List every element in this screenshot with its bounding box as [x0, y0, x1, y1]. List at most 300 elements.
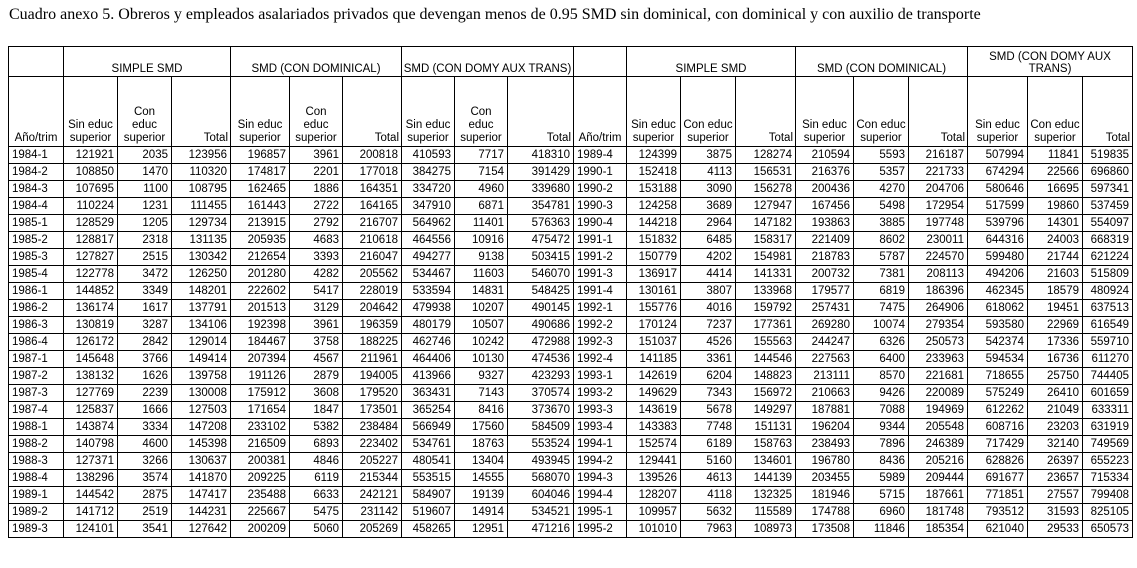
- value-cell: 608716: [968, 419, 1028, 436]
- value-cell: 3885: [854, 215, 909, 232]
- table-row: [9, 215, 1133, 232]
- value-cell: 644316: [968, 232, 1028, 249]
- data-table: [8, 46, 1133, 538]
- value-cell: 137791: [172, 300, 231, 317]
- value-cell: 594534: [968, 351, 1028, 368]
- value-cell: 155776: [627, 300, 681, 317]
- value-cell: 141870: [172, 470, 231, 487]
- sub-header: Con educ superior: [455, 77, 508, 147]
- period-cell: 1994-2: [574, 453, 627, 470]
- value-cell: 155563: [736, 334, 796, 351]
- period-cell: 1987-2: [9, 368, 64, 385]
- value-cell: 205935: [231, 232, 290, 249]
- value-cell: 225667: [231, 504, 290, 521]
- sub-header: Con educ superior: [854, 77, 909, 147]
- value-cell: 576363: [508, 215, 574, 232]
- column-header-row: [9, 77, 1133, 147]
- value-cell: 130819: [64, 317, 118, 334]
- value-cell: 19451: [1028, 300, 1083, 317]
- value-cell: 8570: [854, 368, 909, 385]
- table-row: [9, 232, 1133, 249]
- value-cell: 14831: [455, 283, 508, 300]
- value-cell: 4567: [290, 351, 343, 368]
- value-cell: 5632: [681, 504, 736, 521]
- value-cell: 23203: [1028, 419, 1083, 436]
- value-cell: 101010: [627, 521, 681, 538]
- value-cell: 200732: [796, 266, 854, 283]
- sub-header: Con educ superior: [290, 77, 343, 147]
- value-cell: 418310: [508, 147, 574, 164]
- value-cell: 172954: [909, 198, 968, 215]
- value-cell: 173501: [343, 402, 402, 419]
- value-cell: 363431: [402, 385, 455, 402]
- total-header: Total: [508, 77, 574, 147]
- value-cell: 515809: [1083, 266, 1133, 283]
- value-cell: 126172: [64, 334, 118, 351]
- value-cell: 257431: [796, 300, 854, 317]
- value-cell: 177018: [343, 164, 402, 181]
- value-cell: 27557: [1028, 487, 1083, 504]
- value-cell: 134106: [172, 317, 231, 334]
- value-cell: 209444: [909, 470, 968, 487]
- value-cell: 4270: [854, 181, 909, 198]
- value-cell: 9138: [455, 249, 508, 266]
- value-cell: 6960: [854, 504, 909, 521]
- value-cell: 123956: [172, 147, 231, 164]
- value-cell: 9327: [455, 368, 508, 385]
- value-cell: 14914: [455, 504, 508, 521]
- value-cell: 181946: [796, 487, 854, 504]
- value-cell: 170124: [627, 317, 681, 334]
- value-cell: 2035: [118, 147, 172, 164]
- value-cell: 174788: [796, 504, 854, 521]
- value-cell: 179577: [796, 283, 854, 300]
- period-cell: 1985-4: [9, 266, 64, 283]
- value-cell: 6189: [681, 436, 736, 453]
- value-cell: 136174: [64, 300, 118, 317]
- value-cell: 130008: [172, 385, 231, 402]
- value-cell: 668319: [1083, 232, 1133, 249]
- value-cell: 233963: [909, 351, 968, 368]
- period-cell: 1994-1: [574, 436, 627, 453]
- value-cell: 462345: [968, 283, 1028, 300]
- value-cell: 413966: [402, 368, 455, 385]
- value-cell: 9344: [854, 419, 909, 436]
- value-cell: 533594: [402, 283, 455, 300]
- value-cell: 21049: [1028, 402, 1083, 419]
- value-cell: 187661: [909, 487, 968, 504]
- value-cell: 11846: [854, 521, 909, 538]
- value-cell: 158763: [736, 436, 796, 453]
- value-cell: 517599: [968, 198, 1028, 215]
- value-cell: 221733: [909, 164, 968, 181]
- value-cell: 553524: [508, 436, 574, 453]
- value-cell: 205216: [909, 453, 968, 470]
- value-cell: 584907: [402, 487, 455, 504]
- value-cell: 227563: [796, 351, 854, 368]
- value-cell: 717429: [968, 436, 1028, 453]
- value-cell: 210663: [796, 385, 854, 402]
- value-cell: 507994: [968, 147, 1028, 164]
- value-cell: 220089: [909, 385, 968, 402]
- value-cell: 133968: [736, 283, 796, 300]
- period-cell: 1991-3: [574, 266, 627, 283]
- value-cell: 373670: [508, 402, 574, 419]
- value-cell: 554097: [1083, 215, 1133, 232]
- value-cell: 584509: [508, 419, 574, 436]
- period-cell: 1987-1: [9, 351, 64, 368]
- period-cell: 1984-4: [9, 198, 64, 215]
- value-cell: 200436: [796, 181, 854, 198]
- value-cell: 3875: [681, 147, 736, 164]
- value-cell: 191126: [231, 368, 290, 385]
- value-cell: 718655: [968, 368, 1028, 385]
- value-cell: 493945: [508, 453, 574, 470]
- value-cell: 228019: [343, 283, 402, 300]
- value-cell: 631919: [1083, 419, 1133, 436]
- value-cell: 3766: [118, 351, 172, 368]
- value-cell: 158317: [736, 232, 796, 249]
- sub-header: Con educ superior: [681, 77, 736, 147]
- value-cell: 7237: [681, 317, 736, 334]
- value-cell: 143383: [627, 419, 681, 436]
- value-cell: 618062: [968, 300, 1028, 317]
- value-cell: 171654: [231, 402, 290, 419]
- value-cell: 13404: [455, 453, 508, 470]
- value-cell: 149629: [627, 385, 681, 402]
- value-cell: 7717: [455, 147, 508, 164]
- value-cell: 18579: [1028, 283, 1083, 300]
- value-cell: 696860: [1083, 164, 1133, 181]
- group-header: SMD (CON DOMINICAL): [796, 47, 968, 77]
- value-cell: 628826: [968, 453, 1028, 470]
- value-cell: 121921: [64, 147, 118, 164]
- group-header: SMD (CON DOMINICAL): [231, 47, 402, 77]
- value-cell: 22566: [1028, 164, 1083, 181]
- value-cell: 370574: [508, 385, 574, 402]
- value-cell: 216376: [796, 164, 854, 181]
- value-cell: 156531: [736, 164, 796, 181]
- value-cell: 472988: [508, 334, 574, 351]
- value-cell: 149297: [736, 402, 796, 419]
- value-cell: 230011: [909, 232, 968, 249]
- value-cell: 129441: [627, 453, 681, 470]
- table-row: [9, 368, 1133, 385]
- value-cell: 126250: [172, 266, 231, 283]
- value-cell: 4282: [290, 266, 343, 283]
- total-header: Total: [909, 77, 968, 147]
- value-cell: 3541: [118, 521, 172, 538]
- period-cell: 1986-1: [9, 283, 64, 300]
- period-cell: 1986-2: [9, 300, 64, 317]
- value-cell: 204642: [343, 300, 402, 317]
- value-cell: 474536: [508, 351, 574, 368]
- period-cell: 1990-1: [574, 164, 627, 181]
- period-cell: 1985-1: [9, 215, 64, 232]
- value-cell: 130161: [627, 283, 681, 300]
- value-cell: 564962: [402, 215, 455, 232]
- period-cell: 1993-3: [574, 402, 627, 419]
- value-cell: 1470: [118, 164, 172, 181]
- value-cell: 494277: [402, 249, 455, 266]
- value-cell: 534761: [402, 436, 455, 453]
- value-cell: 127827: [64, 249, 118, 266]
- period-cell: 1994-4: [574, 487, 627, 504]
- value-cell: 279354: [909, 317, 968, 334]
- value-cell: 11401: [455, 215, 508, 232]
- period-cell: 1984-2: [9, 164, 64, 181]
- period-cell: 1990-4: [574, 215, 627, 232]
- period-cell: 1995-1: [574, 504, 627, 521]
- value-cell: 4202: [681, 249, 736, 266]
- value-cell: 185354: [909, 521, 968, 538]
- value-cell: 534521: [508, 504, 574, 521]
- period-header: Año/trim: [9, 77, 64, 147]
- value-cell: 3961: [290, 317, 343, 334]
- value-cell: 3334: [118, 419, 172, 436]
- value-cell: 5475: [290, 504, 343, 521]
- value-cell: 2239: [118, 385, 172, 402]
- value-cell: 196857: [231, 147, 290, 164]
- period-cell: 1991-1: [574, 232, 627, 249]
- value-cell: 141331: [736, 266, 796, 283]
- value-cell: 128274: [736, 147, 796, 164]
- value-cell: 7143: [455, 385, 508, 402]
- value-cell: 136917: [627, 266, 681, 283]
- value-cell: 347910: [402, 198, 455, 215]
- period-cell: 1990-2: [574, 181, 627, 198]
- value-cell: 127642: [172, 521, 231, 538]
- value-cell: 597341: [1083, 181, 1133, 198]
- value-cell: 11603: [455, 266, 508, 283]
- period-header: Año/trim: [574, 77, 627, 147]
- value-cell: 16736: [1028, 351, 1083, 368]
- value-cell: 480924: [1083, 283, 1133, 300]
- value-cell: 10507: [455, 317, 508, 334]
- value-cell: 238493: [796, 436, 854, 453]
- group-header: SMD (CON DOMY AUX TRANS): [402, 47, 574, 77]
- value-cell: 205548: [909, 419, 968, 436]
- value-cell: 235488: [231, 487, 290, 504]
- value-cell: 161443: [231, 198, 290, 215]
- value-cell: 242121: [343, 487, 402, 504]
- value-cell: 132325: [736, 487, 796, 504]
- value-cell: 6633: [290, 487, 343, 504]
- value-cell: 200818: [343, 147, 402, 164]
- value-cell: 410593: [402, 147, 455, 164]
- value-cell: 1100: [118, 181, 172, 198]
- value-cell: 173508: [796, 521, 854, 538]
- value-cell: 144542: [64, 487, 118, 504]
- value-cell: 3574: [118, 470, 172, 487]
- period-cell: 1988-2: [9, 436, 64, 453]
- value-cell: 4414: [681, 266, 736, 283]
- period-cell: 1993-4: [574, 419, 627, 436]
- value-cell: 130637: [172, 453, 231, 470]
- value-cell: 3807: [681, 283, 736, 300]
- value-cell: 9426: [854, 385, 909, 402]
- value-cell: 175912: [231, 385, 290, 402]
- value-cell: 537459: [1083, 198, 1133, 215]
- value-cell: 194005: [343, 368, 402, 385]
- sub-header: Sin educ superior: [64, 77, 118, 147]
- value-cell: 4600: [118, 436, 172, 453]
- value-cell: 621224: [1083, 249, 1133, 266]
- table-caption: Cuadro anexo 5. Obreros y empleados asalariados privados que devengan menos de 0.95 SMD sin dominical, con dominical y con auxilio de transporte: [9, 6, 981, 23]
- table-row: [9, 164, 1133, 181]
- value-cell: 215344: [343, 470, 402, 487]
- period-cell: 1988-1: [9, 419, 64, 436]
- value-cell: 11841: [1028, 147, 1083, 164]
- value-cell: 3129: [290, 300, 343, 317]
- value-cell: 2201: [290, 164, 343, 181]
- value-cell: 2515: [118, 249, 172, 266]
- table-row: [9, 436, 1133, 453]
- value-cell: 7475: [854, 300, 909, 317]
- table-row: [9, 521, 1133, 538]
- value-cell: 216707: [343, 215, 402, 232]
- value-cell: 354781: [508, 198, 574, 215]
- value-cell: 147208: [172, 419, 231, 436]
- value-cell: 138296: [64, 470, 118, 487]
- value-cell: 14301: [1028, 215, 1083, 232]
- value-cell: 197748: [909, 215, 968, 232]
- value-cell: 3961: [290, 147, 343, 164]
- value-cell: 205269: [343, 521, 402, 538]
- value-cell: 233102: [231, 419, 290, 436]
- period-cell: 1995-2: [574, 521, 627, 538]
- value-cell: 264906: [909, 300, 968, 317]
- value-cell: 210618: [343, 232, 402, 249]
- value-cell: 4960: [455, 181, 508, 198]
- period-cell: 1986-4: [9, 334, 64, 351]
- period-cell: 1989-3: [9, 521, 64, 538]
- total-header: Total: [736, 77, 796, 147]
- value-cell: 7381: [854, 266, 909, 283]
- value-cell: 5715: [854, 487, 909, 504]
- value-cell: 19860: [1028, 198, 1083, 215]
- value-cell: 749569: [1083, 436, 1133, 453]
- value-cell: 633311: [1083, 402, 1133, 419]
- value-cell: 210594: [796, 147, 854, 164]
- value-cell: 334720: [402, 181, 455, 198]
- value-cell: 209225: [231, 470, 290, 487]
- value-cell: 423293: [508, 368, 574, 385]
- value-cell: 10130: [455, 351, 508, 368]
- value-cell: 480541: [402, 453, 455, 470]
- value-cell: 110224: [64, 198, 118, 215]
- value-cell: 24003: [1028, 232, 1083, 249]
- value-cell: 715334: [1083, 470, 1133, 487]
- value-cell: 2318: [118, 232, 172, 249]
- value-cell: 143874: [64, 419, 118, 436]
- value-cell: 553515: [402, 470, 455, 487]
- value-cell: 490686: [508, 317, 574, 334]
- value-cell: 196204: [796, 419, 854, 436]
- value-cell: 519607: [402, 504, 455, 521]
- group-header: SIMPLE SMD: [627, 47, 796, 77]
- value-cell: 125837: [64, 402, 118, 419]
- group-header: SIMPLE SMD: [64, 47, 231, 77]
- value-cell: 3689: [681, 198, 736, 215]
- value-cell: 1626: [118, 368, 172, 385]
- period-cell: 1991-4: [574, 283, 627, 300]
- value-cell: 115589: [736, 504, 796, 521]
- value-cell: 6204: [681, 368, 736, 385]
- value-cell: 7154: [455, 164, 508, 181]
- value-cell: 479938: [402, 300, 455, 317]
- value-cell: 238484: [343, 419, 402, 436]
- value-cell: 637513: [1083, 300, 1133, 317]
- value-cell: 559710: [1083, 334, 1133, 351]
- value-cell: 5357: [854, 164, 909, 181]
- value-cell: 12951: [455, 521, 508, 538]
- value-cell: 8436: [854, 453, 909, 470]
- value-cell: 207394: [231, 351, 290, 368]
- value-cell: 575249: [968, 385, 1028, 402]
- value-cell: 5417: [290, 283, 343, 300]
- value-cell: 580646: [968, 181, 1028, 198]
- total-header: Total: [343, 77, 402, 147]
- value-cell: 14555: [455, 470, 508, 487]
- value-cell: 3393: [290, 249, 343, 266]
- value-cell: 246389: [909, 436, 968, 453]
- value-cell: 25750: [1028, 368, 1083, 385]
- value-cell: 196780: [796, 453, 854, 470]
- value-cell: 144852: [64, 283, 118, 300]
- value-cell: 5678: [681, 402, 736, 419]
- value-cell: 200381: [231, 453, 290, 470]
- value-cell: 152574: [627, 436, 681, 453]
- value-cell: 187881: [796, 402, 854, 419]
- period-cell: 1992-1: [574, 300, 627, 317]
- period-cell: 1989-4: [574, 147, 627, 164]
- table-row: [9, 147, 1133, 164]
- value-cell: 150779: [627, 249, 681, 266]
- table-row: [9, 283, 1133, 300]
- table-row: [9, 470, 1133, 487]
- value-cell: 3472: [118, 266, 172, 283]
- value-cell: 475472: [508, 232, 574, 249]
- value-cell: 167456: [796, 198, 854, 215]
- value-cell: 152418: [627, 164, 681, 181]
- value-cell: 218783: [796, 249, 854, 266]
- value-cell: 799408: [1083, 487, 1133, 504]
- value-cell: 2875: [118, 487, 172, 504]
- value-cell: 4118: [681, 487, 736, 504]
- value-cell: 6326: [854, 334, 909, 351]
- value-cell: 188225: [343, 334, 402, 351]
- value-cell: 5989: [854, 470, 909, 487]
- table-row: [9, 334, 1133, 351]
- value-cell: 127769: [64, 385, 118, 402]
- value-cell: 151037: [627, 334, 681, 351]
- value-cell: 464556: [402, 232, 455, 249]
- value-cell: 148823: [736, 368, 796, 385]
- value-cell: 621040: [968, 521, 1028, 538]
- value-cell: 548425: [508, 283, 574, 300]
- value-cell: 8602: [854, 232, 909, 249]
- value-cell: 186396: [909, 283, 968, 300]
- value-cell: 339680: [508, 181, 574, 198]
- value-cell: 216047: [343, 249, 402, 266]
- value-cell: 124101: [64, 521, 118, 538]
- value-cell: 494206: [968, 266, 1028, 283]
- total-header: Total: [172, 77, 231, 147]
- total-header: Total: [1083, 77, 1133, 147]
- value-cell: 128529: [64, 215, 118, 232]
- value-cell: 26397: [1028, 453, 1083, 470]
